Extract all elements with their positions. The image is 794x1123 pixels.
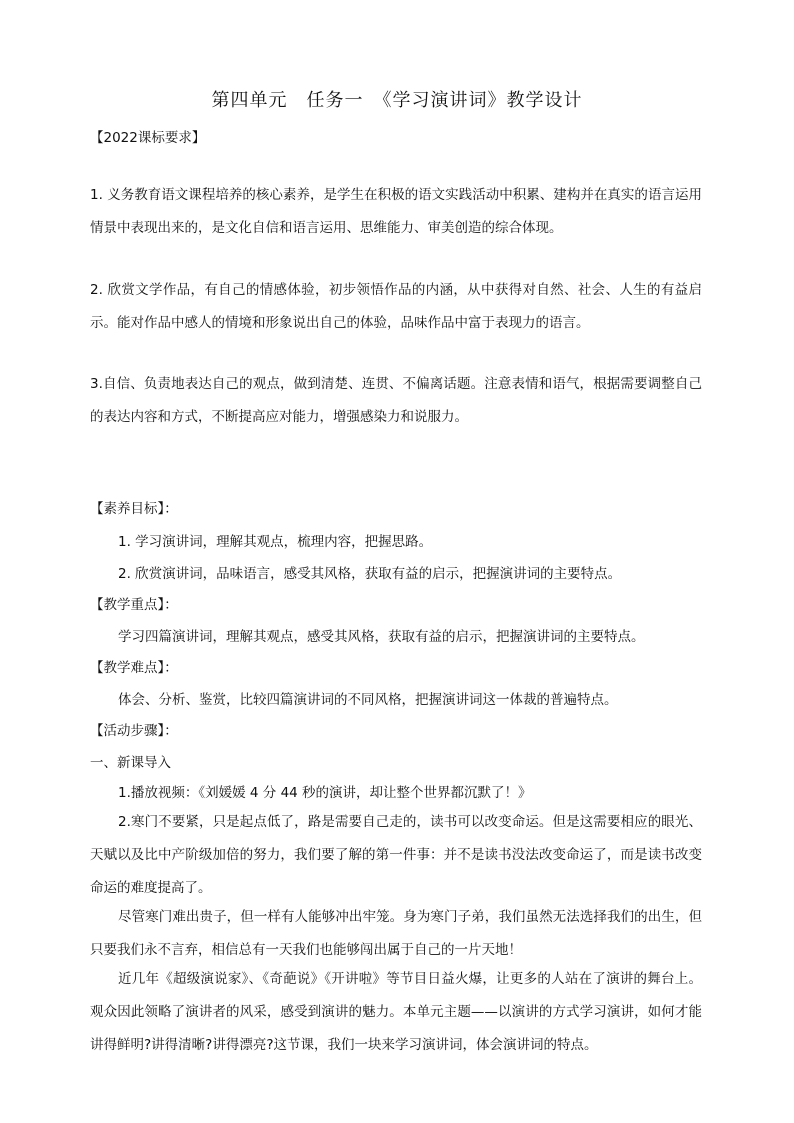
steps-paragraph-4: 近几年《超级演说家》、《奇葩说》《开讲啦》等节目日益火爆，让更多的人站在了演讲的舞台上。观众因此领略了演讲者的风采，感受到演讲的魅力。本单元主题——以演讲的方式学习演讲，如何才能讲得鲜明?讲得清晰?讲得漂亮?这节课，我们一块来学习演讲词，体会演讲词的特点。 [90, 971, 702, 1053]
goals-heading: 【素养目标】： [90, 501, 178, 517]
difficulties-text: 体会、分析、鉴赏，比较四篇演讲词的不同风格，把握演讲词这一体裁的普遍特点。 [118, 692, 618, 708]
goal-item-2: 2. 欣赏演讲词，品味语言，感受其风格，获取有益的启示，把握演讲词的主要特点。 [118, 566, 622, 582]
difficulties-heading: 【教学难点】： [90, 660, 178, 676]
key-points-text: 学习四篇演讲词，理解其观点，感受其风格，获取有益的启示，把握演讲词的主要特点。 [118, 629, 645, 645]
requirement-item-3: 3.自信、负责地表达自己的观点，做到清楚、连贯、不偏离话题。注意表情和语气，根据需要调整自己的表达内容和方式，不断提高应对能力，增强感染力和说服力。 [90, 376, 702, 425]
requirement-item-1: 1. 义务教育语文课程培养的核心素养，是学生在积极的语文实践活动中积累、建构并在真实的语言运用情景中表现出来的，是文化自信和语言运用、思维能力、审美创造的综合体现。 [90, 187, 702, 236]
steps-paragraph-2: 2.寒门不要紧，只是起点低了，路是需要自己走的，读书可以改变命运。但是这需要相应的眼光、天赋以及比中产阶级加倍的努力，我们要了解的第一件事：并不是读书没法改变命运了，而是读书改变命运的难度提高了。 [90, 814, 702, 896]
steps-heading: 【活动步骤】： [90, 723, 178, 739]
requirements-heading: 【2022课标要求】 [90, 130, 206, 146]
page-title: 第四单元 任务一 《学习演讲词》教学设计 [211, 90, 583, 111]
requirement-item-2: 2. 欣赏文学作品，有自己的情感体验，初步领悟作品的内涵，从中获得对自然、社会、人生的有益启示。能对作品中感人的情境和形象说出自己的体验，品味作品中富于表现力的语言。 [90, 282, 702, 331]
steps-part-1: 一、新课导入 [90, 755, 171, 771]
key-points-heading: 【教学重点】： [90, 597, 178, 613]
steps-paragraph-3: 尽管寒门难出贵子，但一样有人能够冲出牢笼。身为寒门子弟，我们虽然无法选择我们的出生，但只要我们永不言弃，相信总有一天我们也能够闯出属于自己的一片天地！ [90, 909, 702, 958]
goal-item-1: 1. 学习演讲词，理解其观点，梳理内容，把握思路。 [118, 534, 433, 550]
steps-paragraph-1: 1.播放视频：《刘媛媛 4 分 44 秒的演讲，却让整个世界都沉默了！》 [118, 785, 532, 801]
